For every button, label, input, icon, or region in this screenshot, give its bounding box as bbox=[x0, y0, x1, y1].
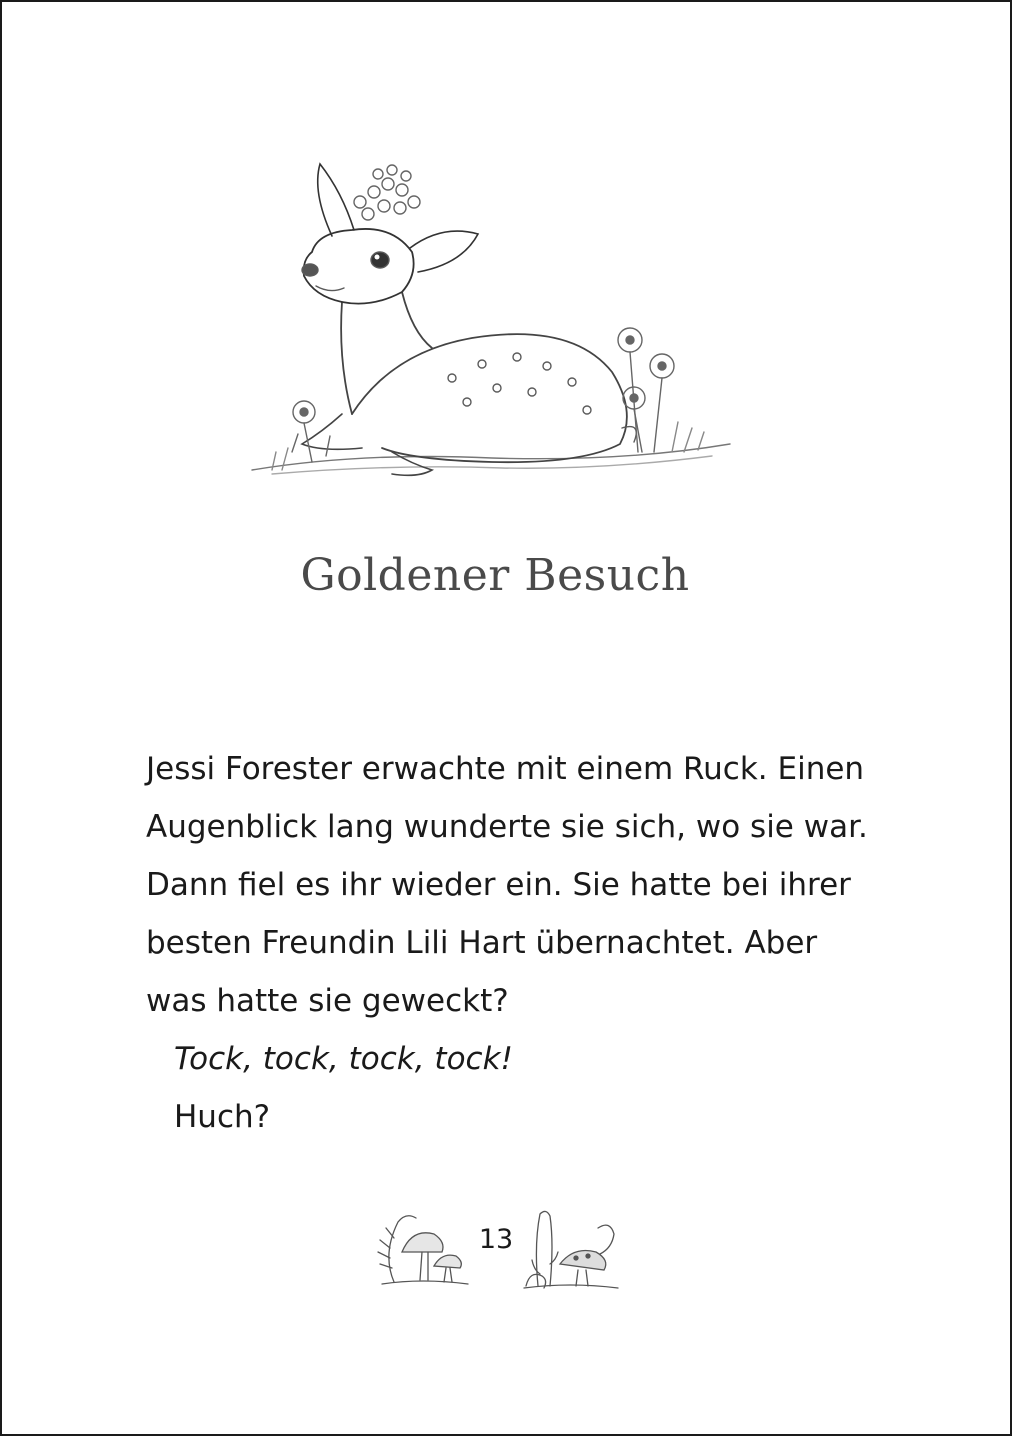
body-line: Huch? bbox=[174, 1099, 271, 1135]
chapter-body bbox=[146, 740, 866, 1146]
chapter-title: Goldener Besuch bbox=[300, 550, 690, 601]
mushroom-fern-icon bbox=[372, 1204, 472, 1286]
body-line: Augenblick lang wunderte sie sich, wo sie war. bbox=[146, 809, 868, 845]
page-footer bbox=[362, 1198, 632, 1298]
body-line-italic: Tock, tock, tock, tock! bbox=[174, 1041, 513, 1077]
fawn-illustration bbox=[242, 152, 742, 497]
body-line: besten Freundin Lili Hart übernachtet. Aber bbox=[146, 925, 818, 961]
page-number: 13 bbox=[478, 1224, 514, 1255]
body-line: Jessi Forester erwachte mit einem Ruck. Einen bbox=[146, 751, 865, 787]
body-line: Dann fiel es ihr wieder ein. Sie hatte bei ihrer bbox=[146, 867, 851, 903]
body-line: was hatte sie geweckt? bbox=[146, 983, 509, 1019]
mushroom-fern-icon bbox=[520, 1204, 620, 1290]
